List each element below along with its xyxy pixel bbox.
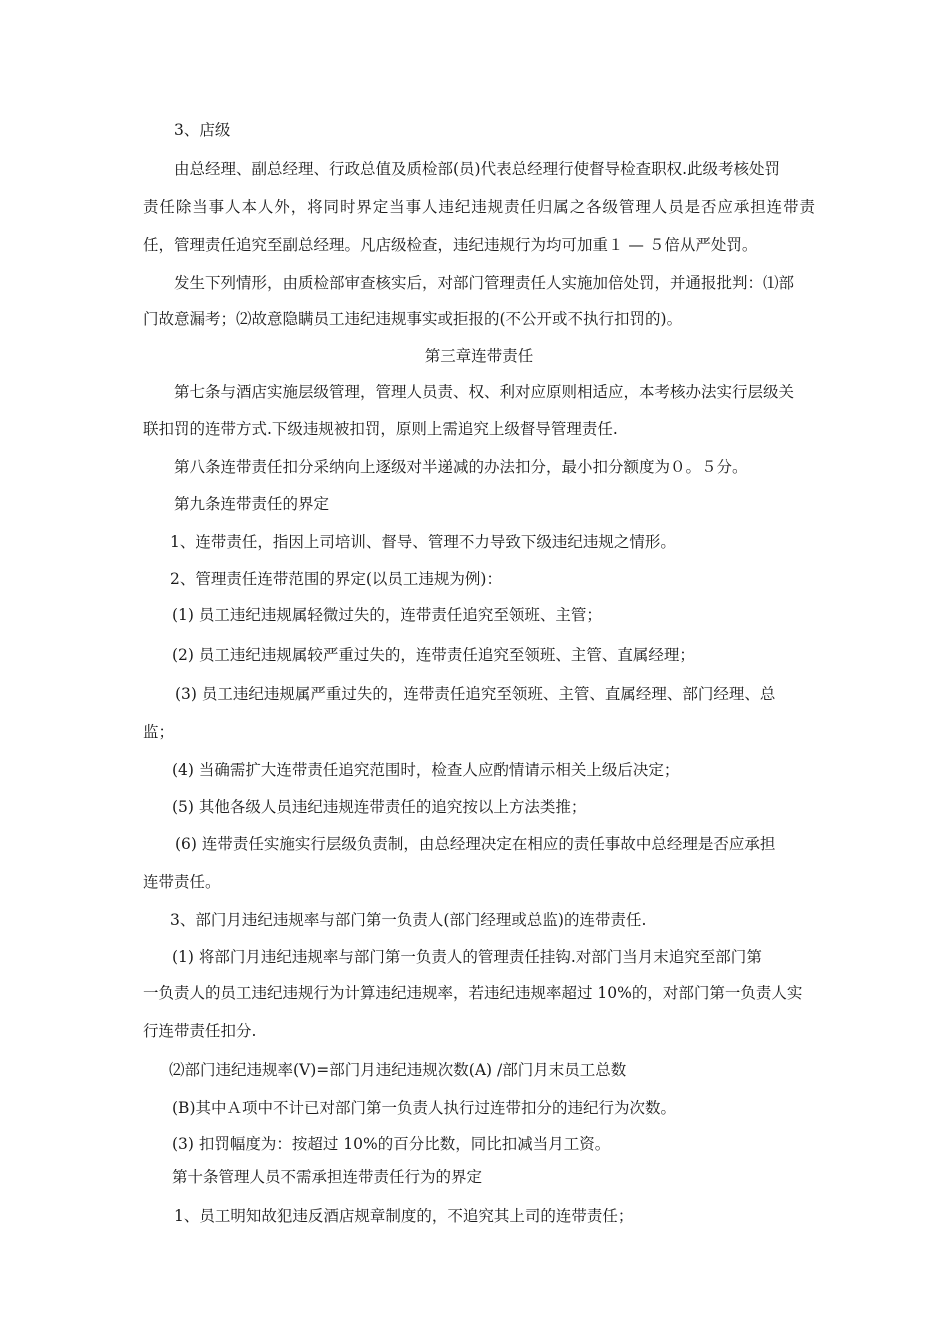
article-seven-line: 第七条与酒店实施层级管理，管理人员责、权、利对应原则相适应，本考核办法实行层级关 bbox=[174, 383, 795, 401]
article-seven-line: 联扣罚的连带方式.下级违规被扣罚，原则上需追究上级督导管理责任. bbox=[143, 420, 618, 438]
list-item: 1、连带责任，指因上司培训、督导、管理不力导致下级违纪违规之情形。 bbox=[170, 533, 676, 551]
list-item-continuation: 连带责任。 bbox=[143, 873, 221, 891]
list-item-continuation: 行连带责任扣分. bbox=[143, 1022, 257, 1040]
list-item: (6) 连带责任实施实行层级负责制，由总经理决定在相应的责任事故中总经理是否应承担 bbox=[175, 835, 776, 853]
paragraph-line: 门故意漏考；⑵故意隐瞒员工违纪违规事实或拒报的(不公开或不执行扣罚的)。 bbox=[143, 310, 683, 328]
section-heading-store-level: 3、店级 bbox=[174, 121, 231, 139]
list-item: (1) 员工违纪违规属轻微过失的，连带责任追究至领班、主管； bbox=[172, 606, 602, 624]
list-item: 3、部门月违纪违规率与部门第一负责人(部门经理或总监)的连带责任. bbox=[170, 911, 647, 929]
paragraph-line: 任，管理责任追究至副总经理。凡店级检查，违纪违规行为均可加重１ — ５倍从严处罚。 bbox=[143, 236, 758, 254]
chapter-title: 第三章连带责任 bbox=[424, 347, 534, 365]
list-item: (2) 员工违纪违规属较严重过失的，连带责任追究至领班、主管、直属经理； bbox=[172, 646, 695, 664]
paragraph-line: 发生下列情形，由质检部审查核实后，对部门管理责任人实施加倍处罚，并通报批判：⑴部 bbox=[174, 274, 795, 292]
list-item: (B)其中Ａ项中不计已对部门第一负责人执行过连带扣分的违纪行为次数。 bbox=[172, 1099, 676, 1117]
list-item: (5) 其他各级人员违纪违规连带责任的追究按以上方法类推； bbox=[172, 798, 587, 816]
paragraph-line: 责任除当事人本人外，将同时界定当事人违纪违规责任归属之各级管理人员是否应承担连带责 bbox=[143, 198, 815, 216]
list-item-continuation: 一负责人的员工违纪违规行为计算违纪违规率，若违纪违规率超过 10%的，对部门第一负责人实 bbox=[143, 984, 803, 1002]
list-item: (3) 扣罚幅度为：按超过 10%的百分比数，同比扣减当月工资。 bbox=[172, 1135, 611, 1153]
paragraph-line: 由总经理、副总经理、行政总值及质检部(员)代表总经理行使督导检查职权.此级考核处罚 bbox=[174, 160, 781, 178]
list-item: (1) 将部门月违纪违规率与部门第一负责人的管理责任挂钩.对部门当月末追究至部门第 bbox=[172, 948, 762, 966]
list-item-continuation: 监； bbox=[143, 723, 175, 741]
list-item: 1、员工明知故犯违反酒店规章制度的，不追究其上司的连带责任； bbox=[174, 1207, 634, 1225]
article-ten-heading: 第十条管理人员不需承担连带责任行为的界定 bbox=[172, 1168, 483, 1186]
formula-line: ⑵部门违纪违规率(V)=部门月违纪违规次数(A) /部门月末员工总数 bbox=[169, 1061, 627, 1079]
list-item: (4) 当确需扩大连带责任追究范围时，检查人应酌情请示相关上级后决定； bbox=[172, 761, 680, 779]
list-item: 2、管理责任连带范围的界定(以员工违规为例)： bbox=[170, 570, 502, 588]
article-nine-heading: 第九条连带责任的界定 bbox=[174, 495, 330, 513]
list-item: (3) 员工违纪违规属严重过失的，连带责任追究至领班、主管、直属经理、部门经理、总 bbox=[175, 685, 776, 703]
article-eight: 第八条连带责任扣分采纳向上逐级对半递减的办法扣分，最小扣分额度为０。５分。 bbox=[174, 458, 748, 476]
